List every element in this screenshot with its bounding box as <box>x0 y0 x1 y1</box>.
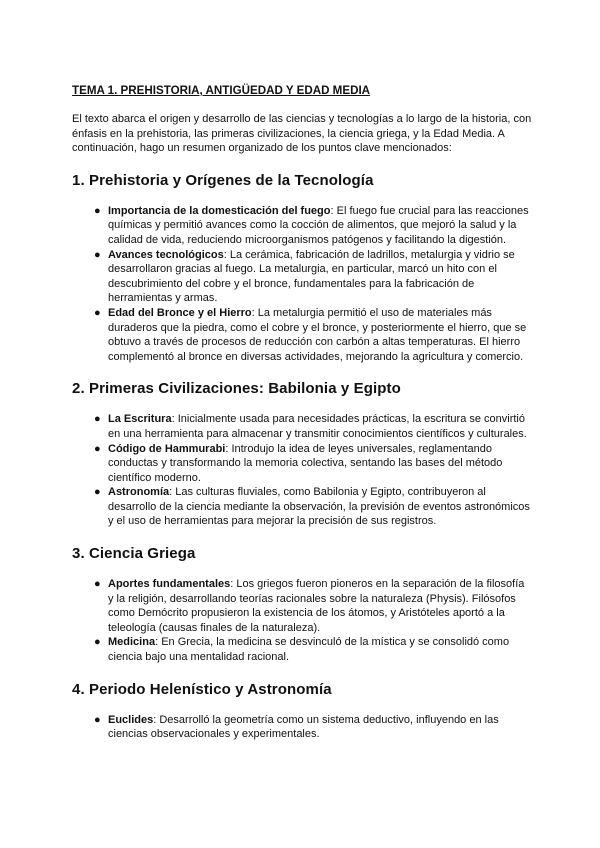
list-item <box>72 485 530 529</box>
bullet-icon: ● <box>94 442 101 455</box>
bullet-icon: ● <box>94 204 101 217</box>
item-term: Avances tecnológicos <box>108 248 224 261</box>
item-text: : Introdujo la idea de leyes universales, reglamentando conductas y transformando la memoria colectiva, sentando las bases del método científico moderno. <box>108 442 503 484</box>
bullet-icon: ● <box>94 248 101 261</box>
item-text: : Desarrolló la geometría como un sistema deductivo, influyendo en las ciencias observacionales y experimentales. <box>108 713 499 741</box>
item-term: Aportes fundamentales <box>108 578 231 591</box>
list-item <box>72 635 530 664</box>
item-text: : La metalurgia permitió el uso de materiales más duraderos que la piedra, como el cobre y el bronce, y posteriormente el hierro, que se obtuvo a través de procesos de reducción con carbón a altas temperaturas. El hierro complementó al bronce en diversas actividades, mejorando la agricultura y comercio. <box>108 306 527 363</box>
item-text: : El fuego fue crucial para las reacciones químicas y permitió avances como la cocción de alimentos, que mejoró la salud y la calidad de vida, reduciendo microorganismos patógenos y facilitando la digestión. <box>108 204 529 246</box>
list-item <box>72 412 530 441</box>
item-term: Importancia de la domesticación del fuego <box>108 204 331 217</box>
bullet-list <box>72 412 530 529</box>
list-item <box>72 204 530 248</box>
item-term: La Escritura <box>108 413 172 426</box>
list-item <box>72 248 530 306</box>
list-item <box>72 713 530 742</box>
section-heading: 3. Ciencia Griega <box>72 545 196 563</box>
bullet-list <box>72 577 530 665</box>
sections <box>72 172 530 742</box>
intro-paragraph: El texto abarca el origen y desarrollo de las ciencias y tecnologías a lo largo de la historia, con énfasis en la prehistoria, las primeras civilizaciones, la ciencia griega, y la Edad Media. A continuación, hago un resumen organizado de los puntos clave mencionados: <box>72 113 532 155</box>
bullet-icon: ● <box>94 413 101 426</box>
item-text: : La cerámica, fabricación de ladrillos, metalurgia y vidrio se desarrollaron gracias al fuego. La metalurgia, en particular, marcó un hito con el descubrimiento del cobre y el bronce, fundamentales para la fabricación de herramientas y armas. <box>108 248 515 305</box>
item-text: : En Grecia, la medicina se desvinculó de la mística y se consolidó como ciencia bajo una mentalidad racional. <box>108 636 510 664</box>
item-term: Euclides <box>108 713 154 726</box>
item-text: : Inicialmente usada para necesidades prácticas, la escritura se convirtió en una herramienta para almacenar y transmitir conocimientos científicos y culturales. <box>108 413 527 440</box>
item-term: Edad del Bronce y el Hierro <box>108 306 252 319</box>
bullet-list <box>72 713 530 742</box>
item-term: Astronomía <box>108 486 170 499</box>
bullet-list <box>72 204 530 365</box>
bullet-icon: ● <box>94 486 101 499</box>
item-term: Código de Hammurabi <box>108 442 226 455</box>
document-title: TEMA 1. PREHISTORIA, ANTIGÜEDAD Y EDAD MEDIA <box>72 84 371 97</box>
bullet-icon: ● <box>94 713 101 726</box>
bullet-icon: ● <box>94 578 101 591</box>
item-text: : Los griegos fueron pioneros en la separación de la filosofía y la religión, desarrollando teorías racionales sobre la naturaleza (Physis). Filósofos como Demócrito propusieron la existencia de los átomos, y Aristóteles aportó a la teleología (causas finales de la naturaleza). <box>108 578 525 634</box>
item-term: Medicina <box>108 636 156 649</box>
section-heading: 4. Periodo Helenístico y Astronomía <box>72 680 332 698</box>
bullet-icon: ● <box>94 306 101 319</box>
list-item <box>72 306 530 364</box>
section-heading: 2. Primeras Civilizaciones: Babilonia y Egipto <box>72 380 401 398</box>
list-item <box>72 577 530 635</box>
list-item <box>72 442 530 486</box>
section-heading: 1. Prehistoria y Orígenes de la Tecnología <box>72 171 374 189</box>
bullet-icon: ● <box>94 636 101 649</box>
item-text: : Las culturas fluviales, como Babilonia y Egipto, contribuyeron al desarrollo de la ciencia mediante la observación, la previsión de eventos astronómicos y el uso de herramientas para mejorar la precisión de sus registros. <box>108 486 530 528</box>
